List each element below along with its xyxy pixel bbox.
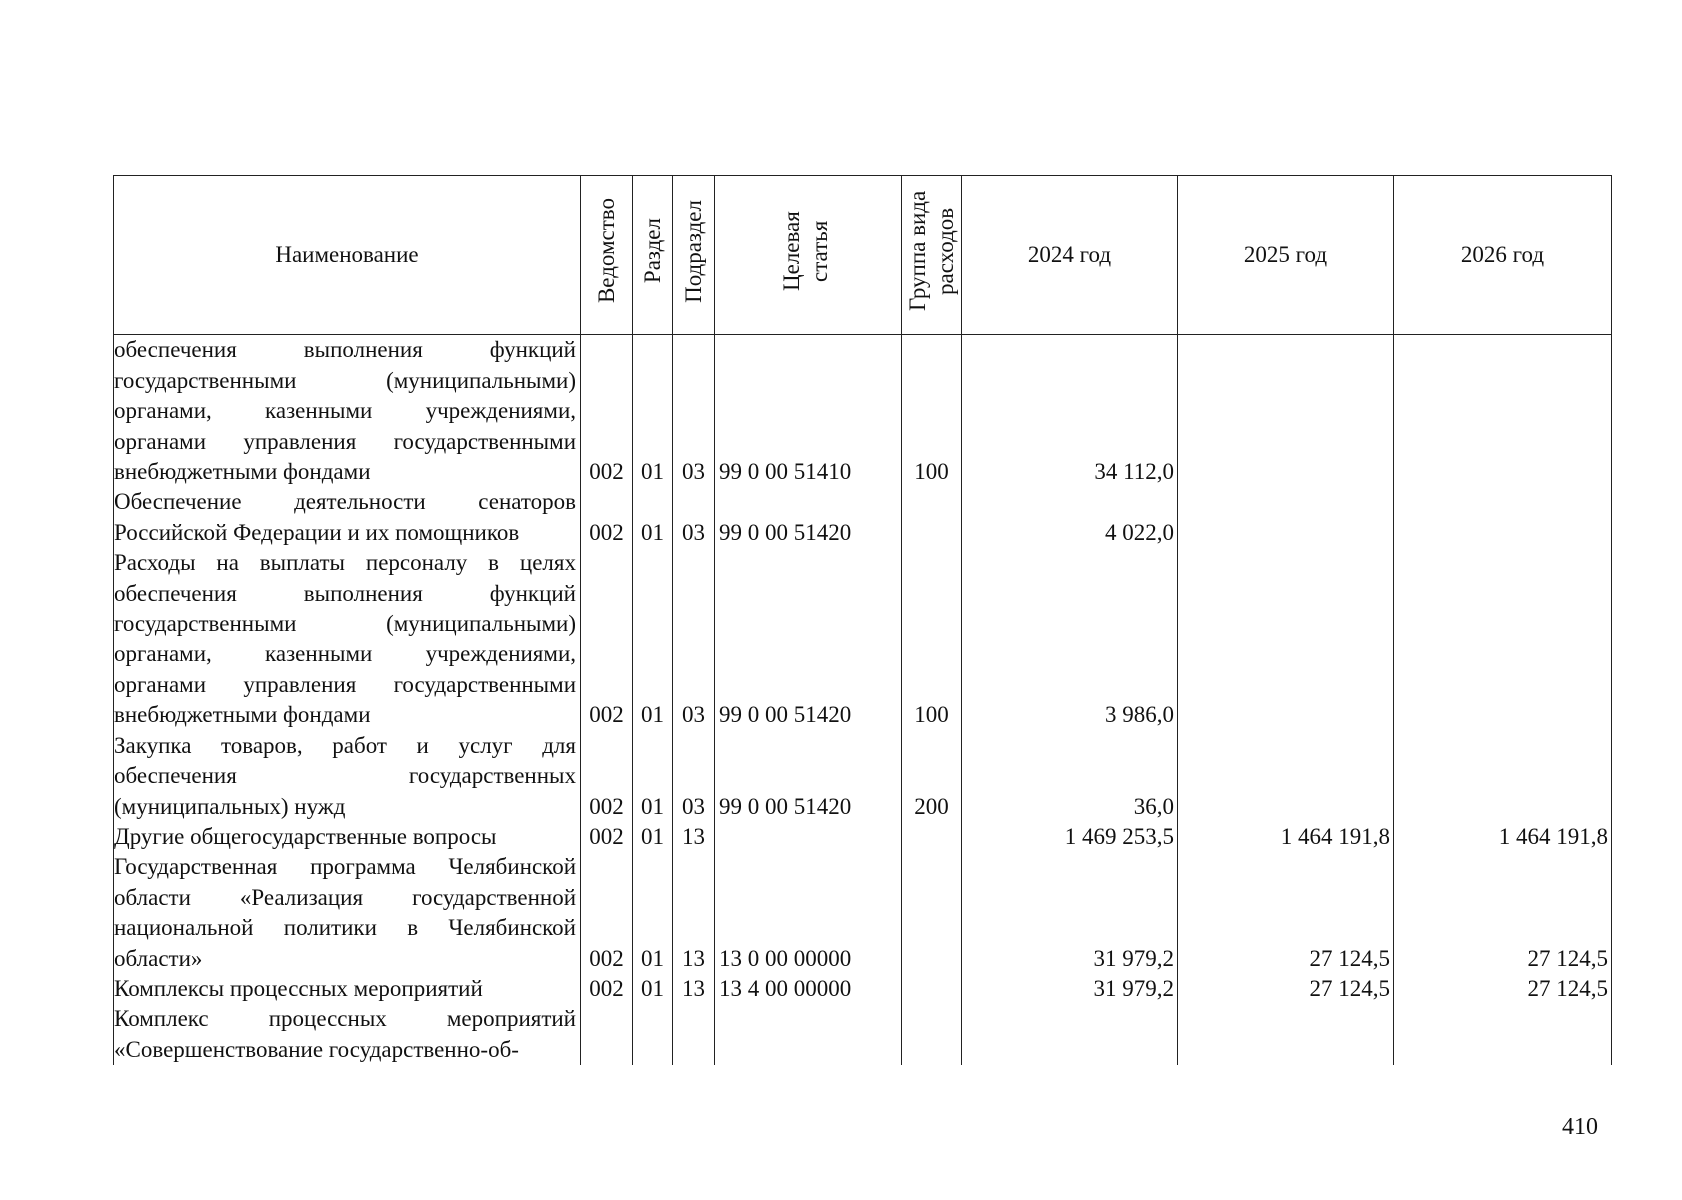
row-expense-group: 100 (902, 548, 962, 730)
row-department: 002 (581, 974, 633, 1004)
row-name: Обеспечение деятельности сенаторов Российской Федерации и их помощников (114, 487, 581, 548)
row-department: 002 (581, 487, 633, 548)
row-amount-2025: 27 124,5 (1178, 974, 1394, 1004)
budget-table (113, 175, 1612, 1065)
row-name: обеспечения выполнения функций государственными (муниципальными) органами, казенными учреждениями, органами управления государственными внебюджетными фондами (114, 335, 581, 488)
row-subsection: 03 (673, 487, 715, 548)
row-section: 01 (633, 487, 673, 548)
row-expense-group (902, 852, 962, 974)
row-subsection: 13 (673, 822, 715, 852)
header-subsection: Подраздел (673, 176, 715, 335)
row-amount-2026 (1394, 335, 1612, 488)
header-department: Ведомство (581, 176, 633, 335)
row-amount-2024: 31 979,2 (962, 852, 1178, 974)
row-name: Комплекс процессных мероприятий «Совершенствование государственно-об- (114, 1004, 581, 1065)
row-section: 01 (633, 822, 673, 852)
row-subsection (673, 1004, 715, 1065)
row-amount-2024: 31 979,2 (962, 974, 1178, 1004)
row-amount-2026: 27 124,5 (1394, 852, 1612, 974)
table-row (114, 822, 1612, 852)
row-amount-2026 (1394, 487, 1612, 548)
row-amount-2026 (1394, 548, 1612, 730)
row-target-article (715, 822, 902, 852)
table-row (114, 1004, 1612, 1065)
row-amount-2025: 27 124,5 (1178, 852, 1394, 974)
table-row (114, 974, 1612, 1004)
row-amount-2025 (1178, 548, 1394, 730)
row-amount-2026: 27 124,5 (1394, 974, 1612, 1004)
row-department: 002 (581, 335, 633, 488)
row-amount-2026: 1 464 191,8 (1394, 822, 1612, 852)
row-subsection: 13 (673, 852, 715, 974)
row-subsection: 03 (673, 335, 715, 488)
row-amount-2026 (1394, 1004, 1612, 1065)
table-body (114, 335, 1612, 1065)
table-row (114, 731, 1612, 822)
header-2026: 2026 год (1394, 176, 1612, 335)
row-section (633, 1004, 673, 1065)
row-name: Комплексы процессных мероприятий (114, 974, 581, 1004)
row-department: 002 (581, 548, 633, 730)
header-expense-group: Группа вида расходов (902, 176, 962, 335)
row-section: 01 (633, 852, 673, 974)
row-department: 002 (581, 852, 633, 974)
row-target-article: 99 0 00 51410 (715, 335, 902, 488)
row-expense-group (902, 487, 962, 548)
row-department (581, 1004, 633, 1065)
row-target-article: 99 0 00 51420 (715, 487, 902, 548)
table-row (114, 852, 1612, 974)
row-amount-2024: 1 469 253,5 (962, 822, 1178, 852)
row-expense-group: 100 (902, 335, 962, 488)
row-target-article (715, 1004, 902, 1065)
row-amount-2024: 3 986,0 (962, 548, 1178, 730)
row-section: 01 (633, 731, 673, 822)
row-section: 01 (633, 335, 673, 488)
row-department: 002 (581, 822, 633, 852)
row-amount-2025 (1178, 335, 1394, 488)
row-section: 01 (633, 974, 673, 1004)
row-name: Расходы на выплаты персоналу в целях обеспечения выполнения функций государственными (муниципальными) органами, казенными учреждениями, органами управления государственными внебюджетными фондами (114, 548, 581, 730)
row-expense-group (902, 822, 962, 852)
row-subsection: 03 (673, 548, 715, 730)
row-name: Закупка товаров, работ и услуг для обеспечения государственных (муниципальных) нужд (114, 731, 581, 822)
row-target-article: 99 0 00 51420 (715, 731, 902, 822)
header-target-article: Целевая статья (715, 176, 902, 335)
row-target-article: 13 4 00 00000 (715, 974, 902, 1004)
row-expense-group: 200 (902, 731, 962, 822)
header-2025: 2025 год (1178, 176, 1394, 335)
table-row (114, 335, 1612, 488)
row-amount-2025 (1178, 487, 1394, 548)
row-amount-2024: 34 112,0 (962, 335, 1178, 488)
row-subsection: 13 (673, 974, 715, 1004)
row-section: 01 (633, 548, 673, 730)
row-expense-group (902, 1004, 962, 1065)
row-amount-2024: 4 022,0 (962, 487, 1178, 548)
row-amount-2025: 1 464 191,8 (1178, 822, 1394, 852)
row-name: Государственная программа Челябинской области «Реализация государственной национальной политики в Челябинской области» (114, 852, 581, 974)
header-section: Раздел (633, 176, 673, 335)
row-amount-2024: 36,0 (962, 731, 1178, 822)
row-amount-2025 (1178, 1004, 1394, 1065)
row-amount-2024 (962, 1004, 1178, 1065)
row-expense-group (902, 974, 962, 1004)
row-amount-2026 (1394, 731, 1612, 822)
row-department: 002 (581, 731, 633, 822)
header-name: Наименование (114, 176, 581, 335)
row-amount-2025 (1178, 731, 1394, 822)
table-row (114, 487, 1612, 548)
table-row (114, 548, 1612, 730)
table-header-row (114, 176, 1612, 335)
page-number: 410 (1562, 1114, 1598, 1140)
row-subsection: 03 (673, 731, 715, 822)
header-2024: 2024 год (962, 176, 1178, 335)
row-target-article: 99 0 00 51420 (715, 548, 902, 730)
row-target-article: 13 0 00 00000 (715, 852, 902, 974)
row-name: Другие общегосударственные вопросы (114, 822, 581, 852)
